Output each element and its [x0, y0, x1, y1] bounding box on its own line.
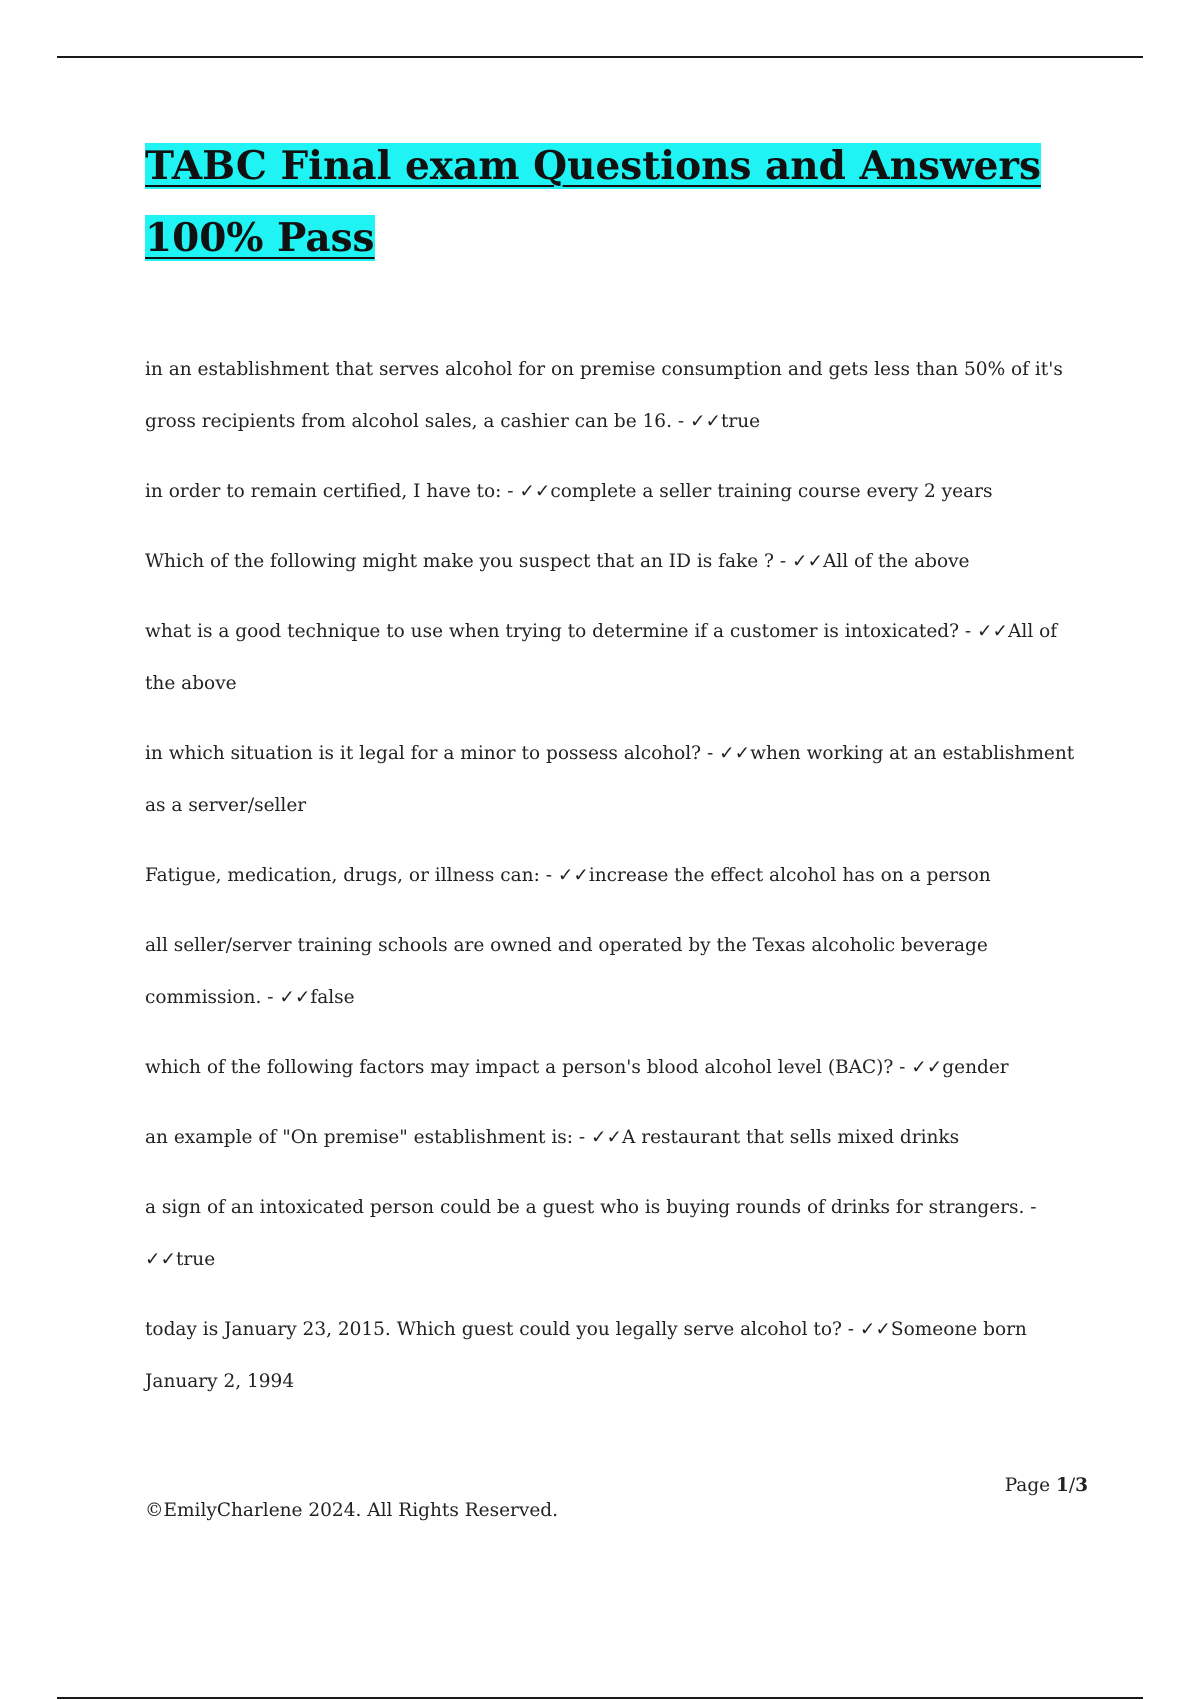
qa-item: in an establishment that serves alcohol for on premise consumption and gets less than 50% of it's gross recipients from alcohol sales, a cashier can be 16. - ✓✓true: [145, 359, 1063, 432]
qa-item: Which of the following might make you suspect that an ID is fake ? - ✓✓All of the above: [145, 551, 970, 572]
qa-item: an example of "On premise" establishment is: - ✓✓A restaurant that sells mixed drinks: [145, 1127, 960, 1148]
qa-item: which of the following factors may impact a person's blood alcohol level (BAC)? - ✓✓gender: [145, 1057, 1009, 1078]
top-rule: [57, 56, 1143, 58]
page-current: 1: [1056, 1475, 1069, 1496]
page-label: Page: [1004, 1475, 1057, 1496]
bottom-rule: [57, 1697, 1143, 1699]
copyright-notice: ©EmilyCharlene 2024. All Rights Reserved.: [145, 1500, 558, 1521]
page-total: 3: [1075, 1475, 1088, 1496]
qa-item: today is January 23, 2015. Which guest could you legally serve alcohol to? - ✓✓Someone born January 2, 1994: [145, 1319, 1027, 1392]
qa-item: in order to remain certified, I have to: - ✓✓complete a seller training course every 2 years: [145, 481, 993, 502]
page-separator: /: [1068, 1475, 1076, 1496]
document-title: [145, 130, 1085, 274]
qa-list: [145, 344, 1085, 1426]
qa-item: all seller/server training schools are owned and operated by the Texas alcoholic beverage commission. - ✓✓false: [145, 935, 988, 1008]
document-title-text: TABC Final exam Questions and Answers 100% Pass: [145, 143, 1041, 261]
qa-item: in which situation is it legal for a minor to possess alcohol? - ✓✓when working at an establishment as a server/seller: [145, 743, 1075, 816]
qa-item: Fatigue, medication, drugs, or illness can: - ✓✓increase the effect alcohol has on a person: [145, 865, 991, 886]
qa-item: what is a good technique to use when trying to determine if a customer is intoxicated? - ✓✓All of the above: [145, 621, 1058, 694]
qa-item: a sign of an intoxicated person could be a guest who is buying rounds of drinks for strangers. - ✓✓true: [145, 1197, 1037, 1270]
page-number: [1005, 1475, 1088, 1496]
